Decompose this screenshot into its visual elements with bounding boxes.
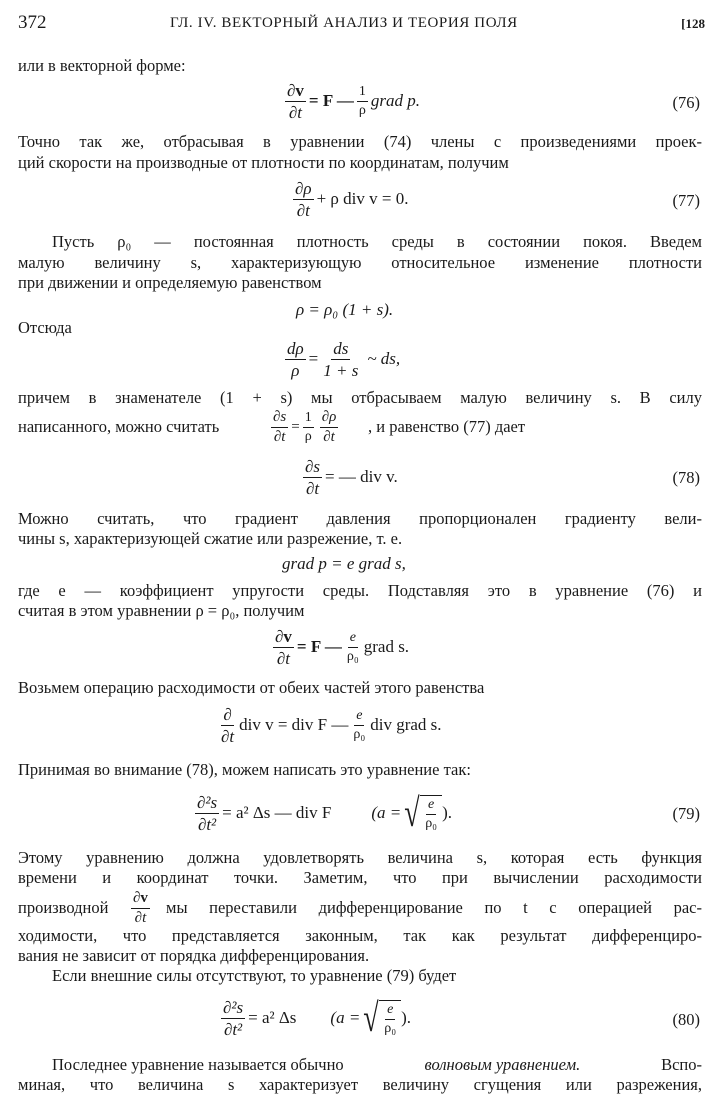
- text-line: при движении и определяемую равенством: [18, 273, 322, 292]
- inline-equation: [128, 886, 153, 930]
- text-line: миная, что величина s характеризует величину сгущения или разрежения,: [18, 1075, 702, 1094]
- fraction: $\frac{d\rho}{\rho}$: [287, 338, 304, 380]
- equation-80: $\frac{\text{∂²s}}{\text{∂t²}}$ = a² Δs (a = √ $\frac{e}{\text{ρ₀}}$ ).: [223, 995, 412, 1040]
- text-line: где e — коэффициент упругости среды. Подставляя это в уравнение (76) и: [18, 581, 702, 600]
- text-line: или в векторной форме:: [18, 56, 186, 75]
- page-number: 372: [18, 12, 47, 33]
- fraction: $\frac{\partial v}{\partial t}$: [287, 80, 304, 122]
- fraction: $\frac{1}{\rho}$: [358, 83, 366, 118]
- text-line: Последнее уравнение называется обычно волновым уравнением. Вспо-: [52, 1055, 702, 1074]
- text-line: Можно считать, что градиент давления пропорционален градиенту вели-: [18, 509, 702, 528]
- equation-rho-definition: ρ = ρ₀ (1 + s).: [296, 300, 394, 319]
- equation-number: (80): [672, 1010, 700, 1029]
- equation-79: $\frac{\text{∂²s}}{\text{∂t²}}$ = a² Δs — div F (a = √ $\frac{e}{\text{ρ₀}}$ ).: [197, 790, 452, 835]
- fraction: $\frac{e}{\text{ρ₀}}$: [346, 629, 359, 664]
- equation-number: (77): [672, 191, 700, 210]
- text-line: написанного, можно считать: [18, 417, 220, 436]
- text-line: , и равенство (77) дает: [368, 417, 526, 436]
- text-line: ций скорости на производные от плотности по координатам, получим: [18, 153, 509, 172]
- text-line: Принимая во внимание (78), можем написать это уравнение так:: [18, 760, 471, 779]
- fraction: $\frac{\partial s}{\partial t}$: [305, 456, 321, 498]
- margin-reference: [128: [681, 16, 705, 31]
- text-line: считая в этом уравнении ρ = ρ₀, получим: [18, 601, 305, 620]
- text-line: производной: [18, 898, 109, 917]
- text-line: Точно так же, отбрасывая в уравнении (74) члены с произведениями проек-: [18, 132, 702, 151]
- equation-number: (79): [672, 804, 700, 823]
- sqrt-sign: √: [363, 995, 379, 1040]
- equation-77: $\frac{\partial\rho}{\partial t}$ + ρ div v = 0.: [295, 178, 409, 220]
- equation-number: (78): [672, 468, 700, 487]
- fraction: $\frac{1}{\rho}$: [304, 409, 312, 444]
- fraction: $\frac{e}{\text{ρ₀}}$: [425, 797, 438, 831]
- fraction: $\frac{\partial v}{\partial t}$: [133, 889, 148, 926]
- fraction: $\frac{e}{\text{ρ₀}}$: [353, 707, 366, 742]
- equation-78: $\frac{\partial s}{\partial t}$ = — div v.: [305, 456, 398, 498]
- fraction: $\frac{ds}{1 + s}$: [323, 338, 359, 380]
- sqrt-sign: √: [404, 790, 420, 835]
- equation-number: (76): [672, 93, 700, 112]
- equation-velocity: $\frac{\partial v}{\partial t}$ = F — $\frac{e}{\text{ρ₀}}$ grad s.: [275, 626, 410, 668]
- fraction: $\frac{\partial v}{\partial t}$: [275, 626, 292, 668]
- equation-grad-p: grad p = e grad s,: [282, 554, 406, 573]
- text-line: вания не зависит от порядка дифференцирования.: [18, 946, 370, 965]
- fraction: $\frac{e}{\text{ρ₀}}$: [384, 1002, 397, 1036]
- text-line: Пусть ρ₀ — постоянная плотность среды в состоянии покоя. Введем: [52, 232, 702, 251]
- fraction: $\frac{\partial\rho}{\partial t}$: [321, 408, 337, 445]
- fraction: $\frac{\text{∂²s}}{\text{∂t²}}$: [197, 792, 218, 834]
- equation-drho: $\frac{d\rho}{\rho}$ = $\frac{ds}{1 + s}$ ~ ds,: [287, 338, 401, 380]
- text-line: Отсюда: [18, 318, 72, 337]
- text-line: чины s, характеризующей сжатие или разрежение, т. е.: [18, 529, 403, 548]
- equation-76: $\frac{\partial v}{\partial t}$ = F — $\frac{1}{\rho}$ grad p.: [287, 80, 420, 122]
- fraction: $\frac{\partial}{\partial t}$: [221, 704, 235, 746]
- text-line: Этому уравнению должна удовлетворять величина s, которая есть функция: [18, 848, 702, 867]
- text-line: Возьмем операцию расходимости от обеих частей этого равенства: [18, 678, 485, 697]
- fraction: $\frac{\text{∂²s}}{\text{∂t²}}$: [223, 997, 244, 1039]
- text-line: времени и координат точки. Заметим, что при вычислении расходимости: [18, 868, 702, 887]
- fraction: $\frac{\partial s}{\partial t}$: [273, 408, 287, 445]
- fraction: $\frac{\partial\rho}{\partial t}$: [295, 178, 312, 220]
- text-line: причем в знаменателе (1 + s) мы отбрасываем малую величину s. В силу: [18, 388, 702, 407]
- equation-divergence: $\frac{\partial}{\partial t}$ div v = div F — $\frac{e}{\text{ρ₀}}$ div grad s.: [221, 704, 442, 746]
- running-title: ГЛ. IV. ВЕКТОРНЫЙ АНАЛИЗ И ТЕОРИЯ ПОЛЯ: [170, 15, 518, 31]
- text-line: малую величину s, характеризующую относительное изменение плотности: [18, 253, 702, 272]
- text-line: Если внешние силы отсутствуют, то уравнение (79) будет: [52, 966, 457, 985]
- text-line: ходимости, что представляется законным, так как результат дифференциро-: [18, 926, 702, 945]
- text-line: мы переставили дифференцирование по t с операцией рас-: [166, 898, 702, 917]
- inline-equation: $\frac{\partial s}{\partial t}$ = $\frac{1}{\rho}$ $\frac{\partial\rho}{\partial t}$: [273, 408, 337, 445]
